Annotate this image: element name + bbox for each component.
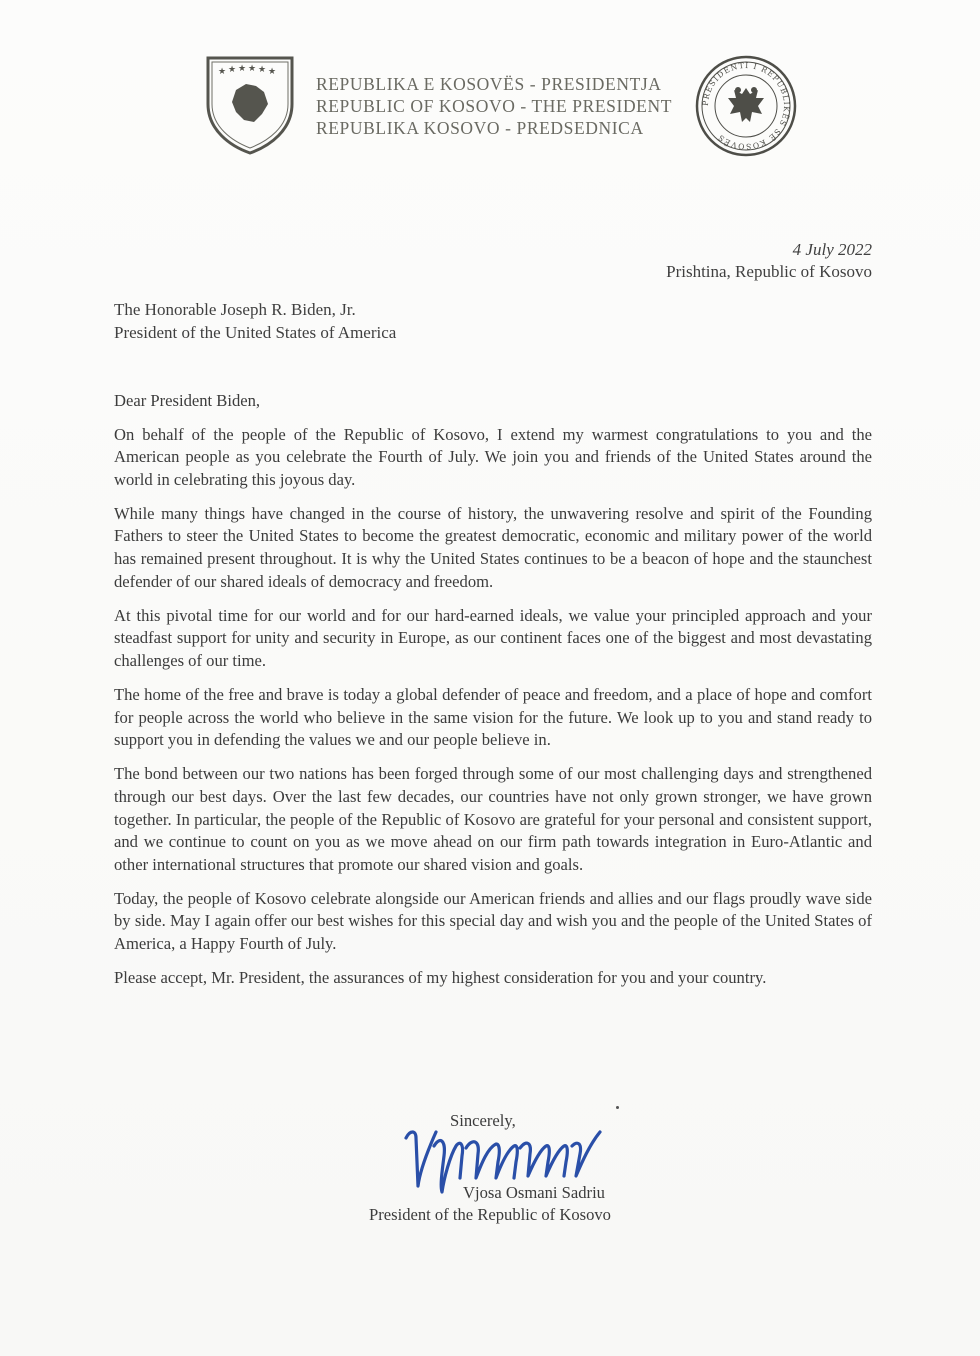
svg-text:★: ★ — [238, 64, 247, 74]
handwritten-signature-icon — [396, 1116, 616, 1200]
paragraph: Please accept, Mr. President, the assurances of my highest consideration for you and your country. — [114, 968, 767, 988]
svg-text:★: ★ — [258, 65, 267, 75]
svg-text:★: ★ — [218, 67, 227, 77]
paragraph: At this pivotal time for our world and for our hard-earned ideals, we value your principled approach and your steadfast support for unity and security in Europe, as our continent faces one of the biggest and most devastating challenges of our time. — [114, 605, 872, 670]
svg-text:★: ★ — [248, 64, 257, 74]
letter-date: 4 July 2022 — [792, 240, 872, 259]
kosovo-coat-of-arms-icon — [204, 52, 296, 156]
svg-text:★: ★ — [268, 67, 277, 77]
letterhead-line-albanian: REPUBLIKA E KOSOVËS - PRESIDENTJA — [316, 74, 662, 94]
signer-name: Vjosa Osmani Sadriu — [463, 1183, 605, 1202]
recipient-title: President of the United States of America — [114, 323, 397, 342]
paragraph: On behalf of the people of the Republic of Kosovo, I extend my warmest congratulations to you and the American people as you celebrate the Fourth of July. We join you and friends of the United States around the world in celebrating this joyous day. — [114, 424, 872, 489]
recipient-name: The Honorable Joseph R. Biden, Jr. — [114, 300, 356, 319]
closing-sincerely: Sincerely, — [450, 1111, 516, 1130]
letterhead-text — [316, 73, 686, 139]
letter-place: Prishtina, Republic of Kosovo — [666, 262, 872, 281]
paragraph: The home of the free and brave is today a global defender of peace and freedom, and a place of hope and comfort for people across the world who believe in the same vision for the future. We look up to you and stand ready to support you in defending the values we and our people believe in. — [114, 685, 872, 750]
letter-body — [114, 390, 872, 1001]
paragraph: The bond between our two nations has been forged through some of our most challenging days and strengthened through our best days. Over the last few decades, our countries have not only grown stronger, we have grown together. In particular, the people of the Republic of Kosovo are grateful for your personal and consistent support, and we continue to count on you as we move ahead on our firm path towards integration in Euro-Atlantic and other international structures that promote our shared vision and goals. — [114, 764, 872, 874]
presidential-seal-icon — [694, 54, 798, 158]
svg-text:★: ★ — [228, 65, 237, 75]
paragraph: Today, the people of Kosovo celebrate alongside our American friends and allies and our flags proudly wave side by side. May I again offer our best wishes for this special day and wish you and the people of the United States of America, a Happy Fourth of July. — [114, 888, 872, 953]
letterhead-line-serbian: REPUBLIKA KOSOVO - PREDSEDNICA — [316, 118, 644, 138]
signer-title: President of the Republic of Kosovo — [369, 1205, 611, 1224]
letterhead-line-english: REPUBLIC OF KOSOVO - THE PRESIDENT — [316, 96, 673, 116]
paragraph: While many things have changed in the course of history, the unwavering resolve and spirit of the Founding Fathers to steer the United States to become the greatest democratic, economic and military power of the world has remained present throughout. It is why the United States continues to be a beacon of hope and the staunchest defender of our shared ideals of democracy and freedom. — [114, 503, 872, 591]
salutation: Dear President Biden, — [114, 391, 261, 410]
recipient-block — [114, 298, 396, 344]
ink-dot — [616, 1106, 619, 1109]
seal-text: PRESIDENTI I REPUBLIKËS SË KOSOVËS — [700, 60, 792, 152]
